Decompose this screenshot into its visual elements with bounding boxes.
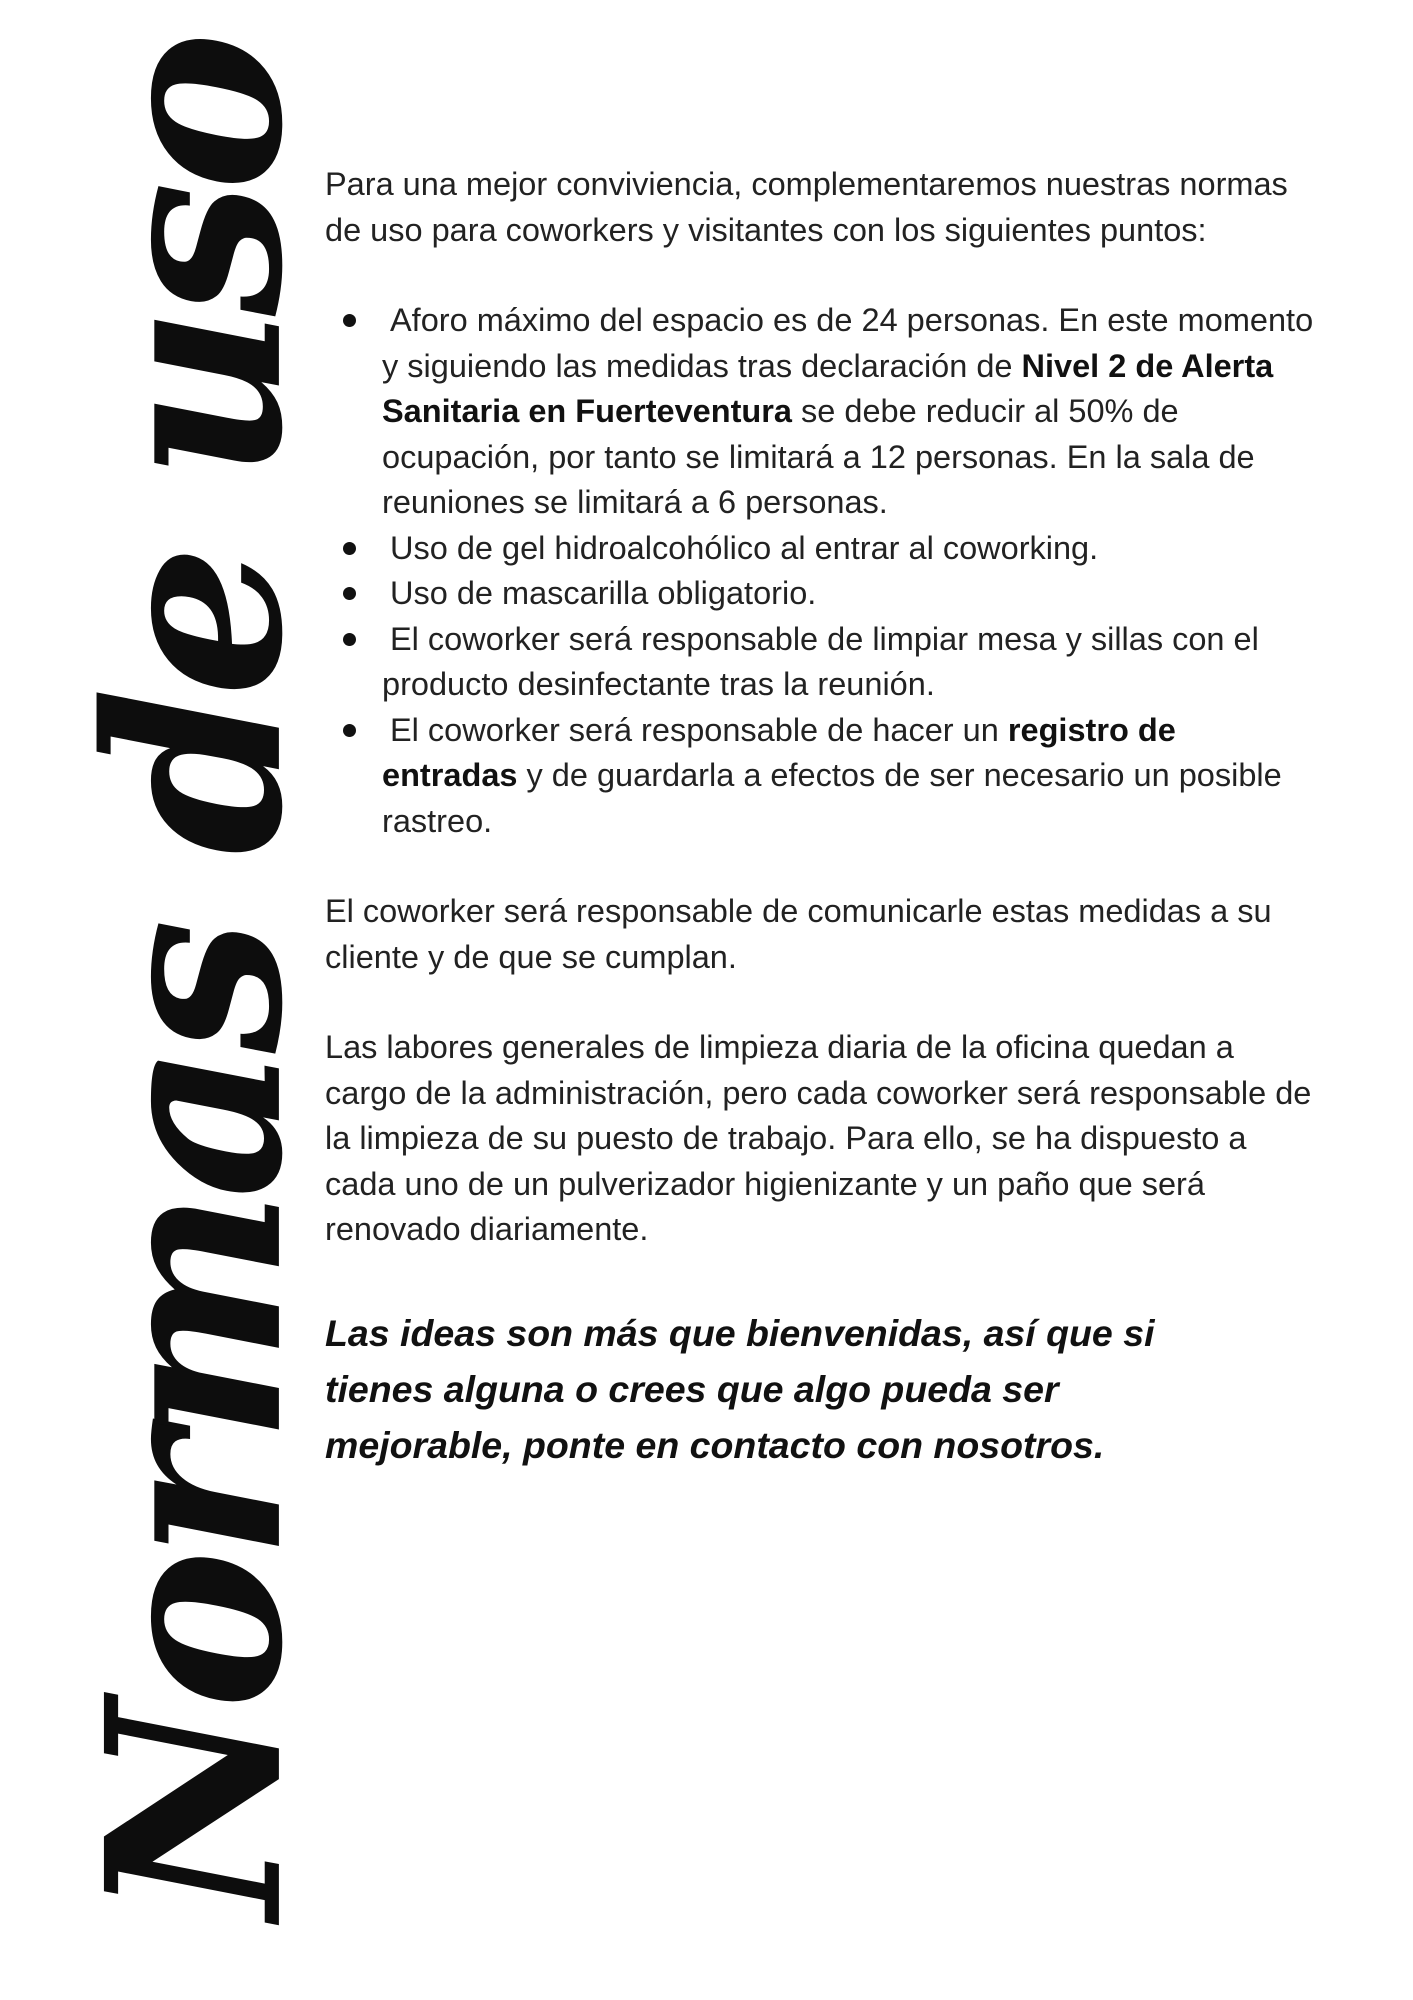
rule-text: Uso de gel hidroalcohólico al entrar al coworking. <box>390 529 1099 566</box>
rule-text-part: se debe reducir al 50% de ocupación, por tanto se limitará a 12 personas. En la sala de reuniones se limitará a 6 personas. <box>382 393 1255 520</box>
rule-text-part: y de guardarla a efectos de ser necesario un posible rastreo. <box>382 757 1282 839</box>
bullet-icon <box>343 542 356 555</box>
rule-text <box>382 712 1282 839</box>
bullet-icon <box>343 633 356 646</box>
bullet-icon <box>343 314 356 327</box>
list-item <box>325 571 1315 617</box>
rules-list <box>325 298 1315 844</box>
rule-text: Uso de mascarilla obligatorio. <box>390 575 817 611</box>
document-body <box>325 162 1315 1473</box>
side-title-container <box>54 41 336 1919</box>
bullet-icon <box>343 724 356 737</box>
intro-paragraph: Para una mejor convivienci​a, complementaremos nuestras normas de uso para coworkers y visitantes con los siguientes puntos: <box>325 166 1288 248</box>
list-item <box>325 617 1315 708</box>
list-item <box>325 526 1315 572</box>
rule-text-part: El coworker será responsable de hacer un <box>390 711 1008 748</box>
rule-text <box>382 302 1313 520</box>
closing-statement: Las ideas son más que bienvenidas, así que si tienes alguna o crees que algo pueda ser mejorable, ponte en contacto con nosotros. <box>325 1311 1155 1466</box>
bullet-icon <box>343 587 356 600</box>
rule-bold-text: registro de entradas <box>382 711 1176 793</box>
cleaning-note-paragraph: Las labores generales de limpieza diaria de la oficina quedan a cargo de la administración, pero cada coworker será responsable de la limpieza de su puesto de trabajo. Para ello, se ha dispuesto a cada uno de un pulverizador higienizante y un paño que será renovado diariamente. <box>325 1029 1312 1247</box>
list-item <box>325 298 1315 526</box>
document-title: Normas de uso <box>54 41 336 1919</box>
list-item <box>325 708 1315 845</box>
client-note-paragraph: El coworker será responsable de comunicarle estas medidas a su cliente y de que se cumplan. <box>325 893 1272 975</box>
rule-text: El coworker será responsable de limpiar mesa y sillas con el producto desinfectante tras la reunión. <box>382 620 1259 702</box>
rule-text-part: Aforo máximo del espacio es de 24 personas. En este momento y siguiendo las medidas tras declaración de <box>382 302 1314 384</box>
rule-bold-text: Nivel 2 de Alerta Sanitaria en Fuerteventura <box>382 347 1274 429</box>
